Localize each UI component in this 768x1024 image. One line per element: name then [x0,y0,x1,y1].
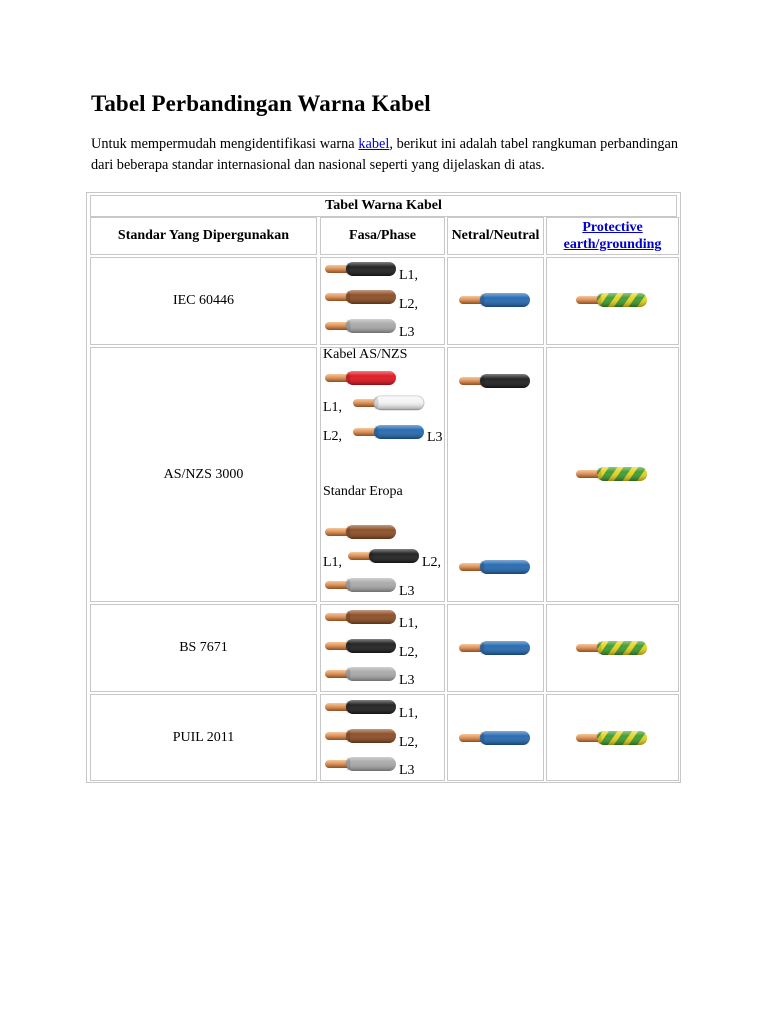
bs-label-l2: L2, [399,645,419,660]
row-bs-standard: BS 7671 [90,604,317,692]
puil-label-l3: L3 [399,763,415,778]
eropa-label-l2: L2, [422,555,442,570]
eropa-label-l1: L1, [323,555,343,570]
grey-wire-icon [324,576,398,594]
intro-text-end: , berikut ini adalah tabel rangkuman perbandingan dari beberapa standar internasional dan nasional seperti yang dijelaskan di atas. [91,136,678,173]
header-phase: Fasa/Phase [320,217,445,255]
header-earth-link-2[interactable]: earth/grounding [563,237,662,252]
asnzs-label-l2: L2, [323,429,343,444]
grey-wire-icon [324,755,398,773]
eropa-sub-heading: Standar Eropa [323,484,403,499]
bs-label-l1: L1, [399,616,419,631]
brown-wire-icon [324,727,398,745]
green-yellow-wire-icon [575,291,649,309]
bs-label-l3: L3 [399,673,415,688]
iec-label-l1: L1, [399,268,419,283]
blue-wire-icon [458,639,532,657]
intro-text-start: Untuk mempermudah mengidentifikasi warna [91,136,359,152]
asnzs-label-l1: L1, [323,400,343,415]
asnzs-sub-heading: Kabel AS/NZS [323,347,408,362]
grey-wire-icon [324,665,398,683]
puil-label-l2: L2, [399,735,419,750]
header-neutral: Netral/Neutral [447,217,544,255]
header-earth-link-1[interactable]: Protective [582,220,643,235]
row-asnzs-standard: AS/NZS 3000 [90,347,317,602]
eropa-label-l3: L3 [399,584,415,599]
green-yellow-wire-icon [575,639,649,657]
white-wire-icon [352,394,426,412]
black-wire-icon [347,547,421,565]
brown-wire-icon [324,288,398,306]
kabel-link[interactable]: kabel [358,136,390,152]
table-caption: Tabel Warna Kabel [90,195,677,217]
blue-wire-icon [458,291,532,309]
iec-label-l3: L3 [399,325,415,340]
brown-wire-icon [324,523,398,541]
header-earth [546,217,679,255]
page-title: Tabel Perbandingan Warna Kabel [91,91,431,116]
green-yellow-wire-icon [575,465,649,483]
intro-paragraph [91,134,678,176]
header-standard: Standar Yang Dipergunakan [90,217,317,255]
grey-wire-icon [324,317,398,335]
black-wire-icon [324,637,398,655]
black-wire-icon [458,372,532,390]
black-wire-icon [324,260,398,278]
blue-wire-icon [458,729,532,747]
blue-wire-icon [458,558,532,576]
brown-wire-icon [324,608,398,626]
blue-wire-icon [352,423,426,441]
green-yellow-wire-icon [575,729,649,747]
red-wire-icon [324,369,398,387]
row-puil-standard: PUIL 2011 [90,694,317,781]
iec-label-l2: L2, [399,297,419,312]
asnzs-label-l3: L3 [427,430,443,445]
row-iec-standard: IEC 60446 [90,257,317,345]
puil-label-l1: L1, [399,706,419,721]
black-wire-icon [324,698,398,716]
